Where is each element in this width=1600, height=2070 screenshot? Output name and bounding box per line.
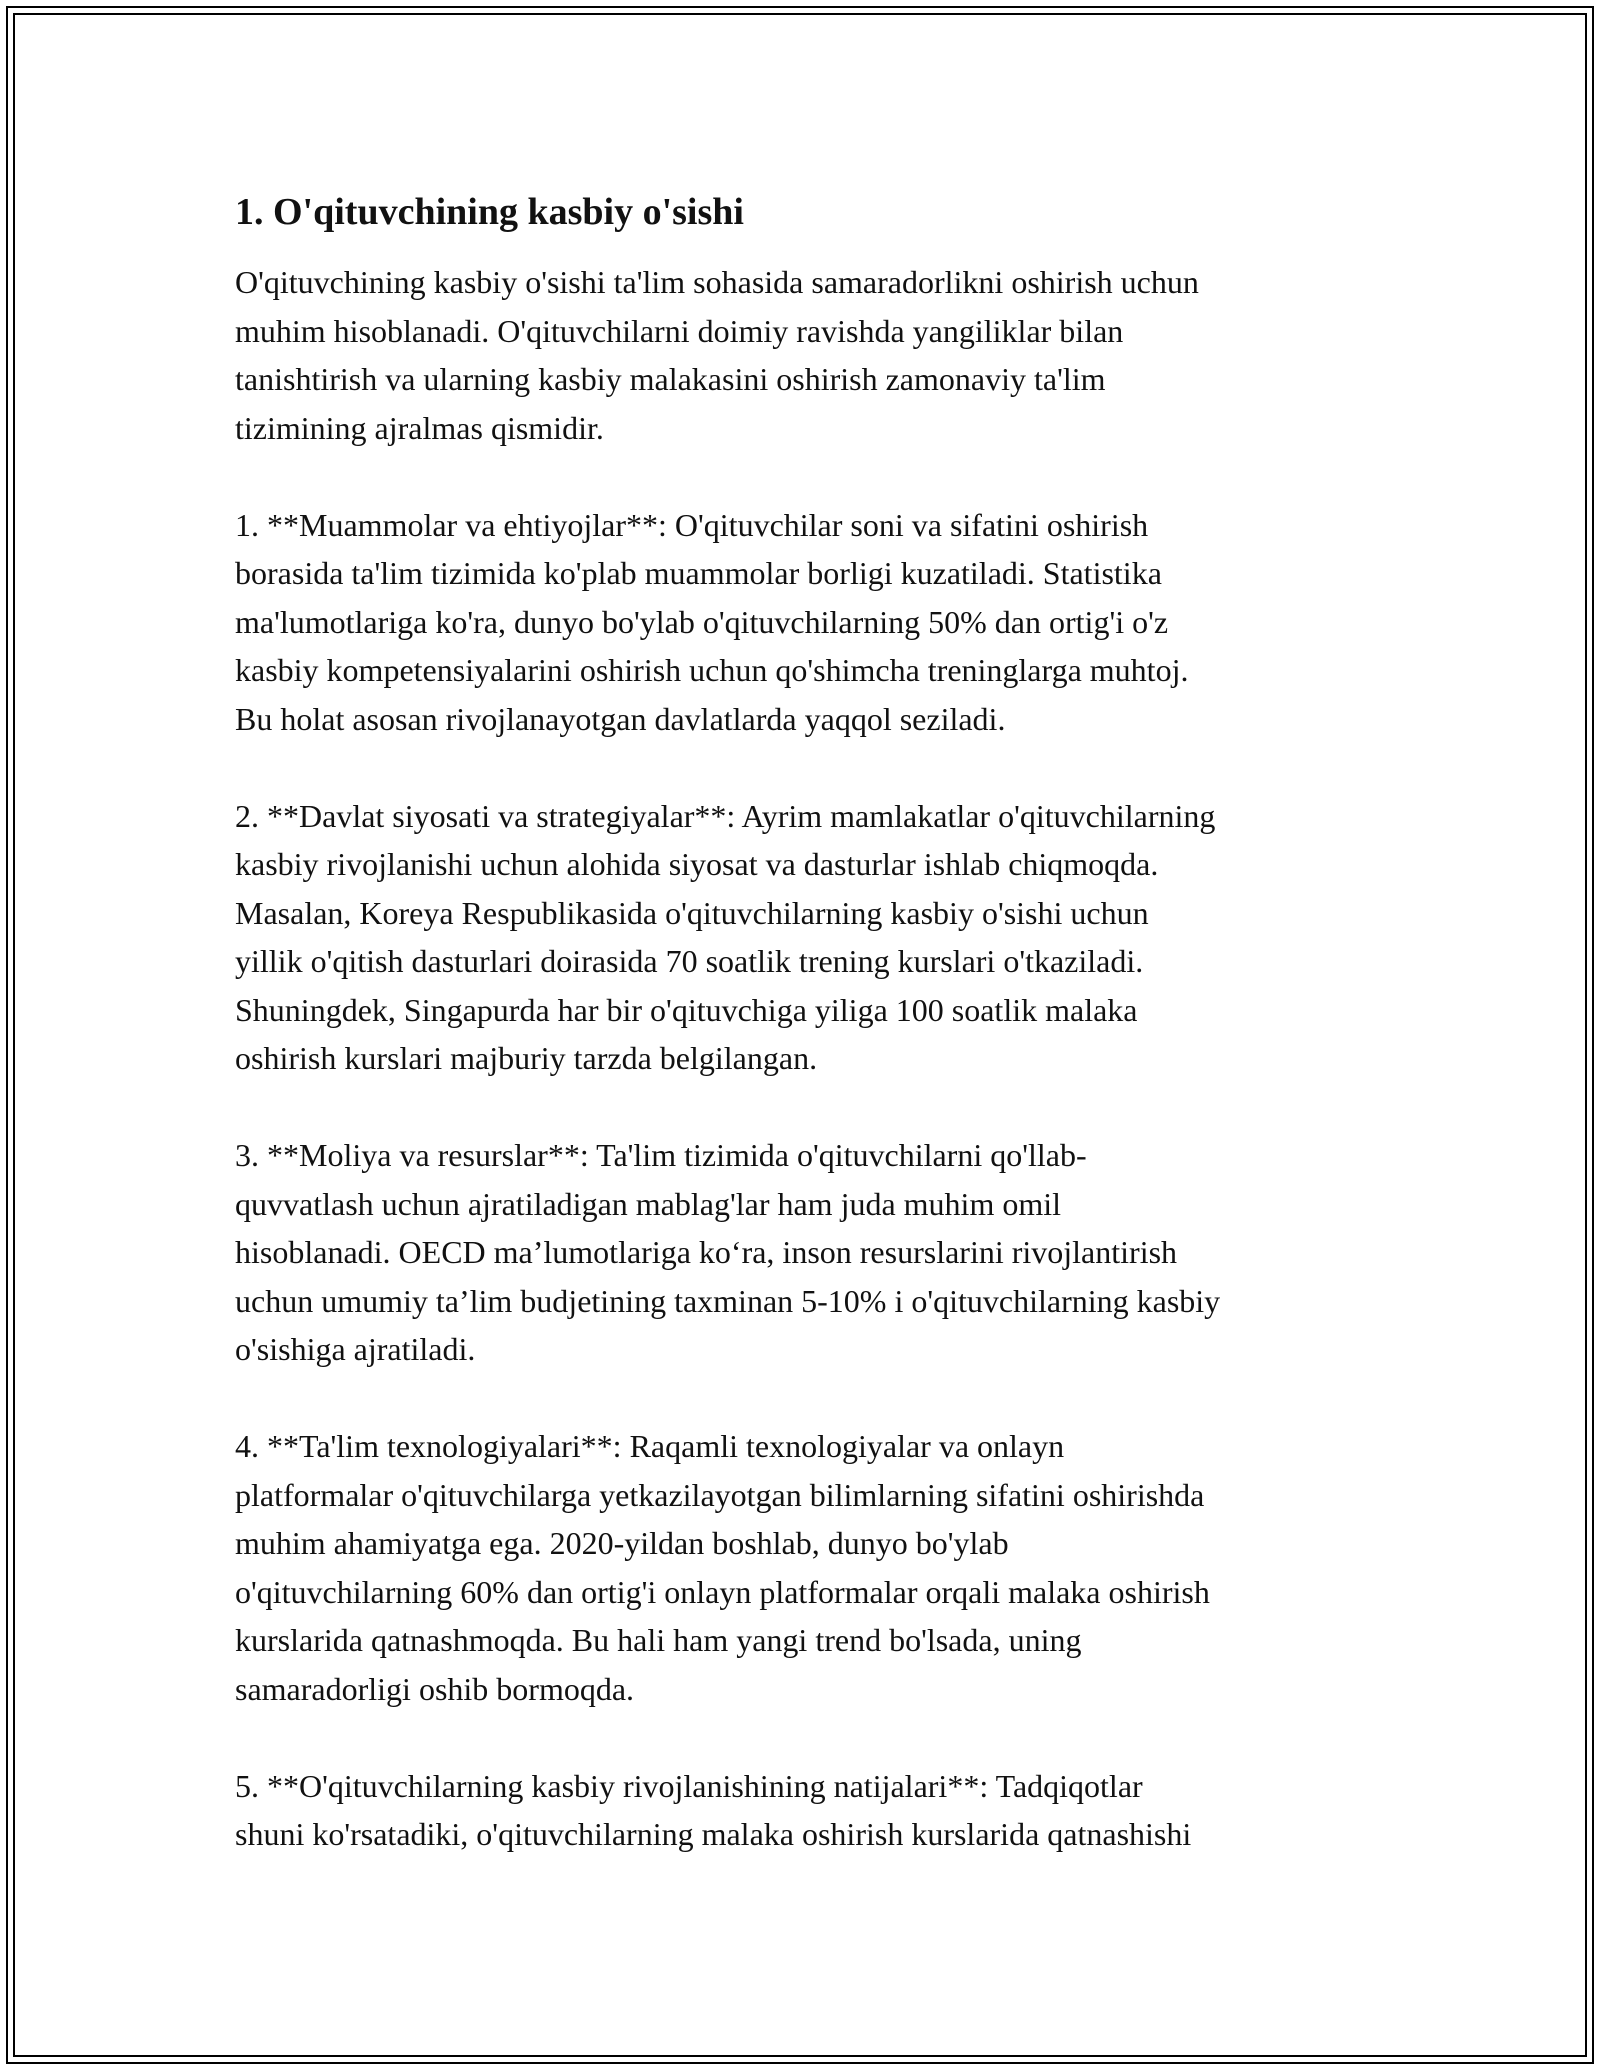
paragraph-davlat-siyosati: 2. **Davlat siyosati va strategiyalar**: Ayrim mamlakatlar o'qituvchilarning kasbiy rivojlanishi uchun alohida siyosat va dasturlar ishlab chiqmoqda. Masalan, Koreya Respublikasida o'qituvchilarning kasbiy o'sishi uchun yillik o'qitish dasturlari doirasida 70 soatlik trening kurslari o'tkaziladi. Shuningdek, Singapurda har bir o'qituvchiga yiliga 100 soatlik malaka oshirish kurslari majburiy tarzda belgilangan. (235, 797, 1216, 1076)
section-heading: 1. O'qituvchining kasbiy o'sishi (235, 191, 744, 233)
paragraph-natijalar: 5. **O'qituvchilarning kasbiy rivojlanishining natijalari**: Tadqiqotlar shuni ko'rsatadiki, o'qituvchilarning malaka oshirish kurslarida qatnashishi (235, 1767, 1192, 1852)
paragraph-muammolar: 1. **Muammolar va ehtiyojlar**: O'qituvchilar soni va sifatini oshirish borasida ta'lim tizimida ko'plab muammolar borligi kuzatiladi. Statistika ma'lumotlariga ko'ra, dunyo bo'ylab o'qituvchilarning 50% dan ortig'i o'z kasbiy kompetensiyalarini oshirish uchun qo'shimcha treninglarga muhtoj. Bu holat asosan rivojlanayotgan davlatlarda yaqqol seziladi. (235, 506, 1189, 737)
paragraph-moliya: 3. **Moliya va resurslar**: Ta'lim tizimida o'qituvchilarni qo'llab- quvvatlash uchun ajratiladigan mablag'lar ham juda muhim omil hisoblanadi. OECD ma’lumotlariga ko‘ra, inson resurslarini rivojlantirish uchun umumiy ta’lim budjetining taxminan 5-10% i o'qituvchilarning kasbiy o'sishiga ajratiladi. (235, 1137, 1221, 1367)
document-body (235, 188, 1375, 1907)
paragraph-texnologiyalar: 4. **Ta'lim texnologiyalari**: Raqamli texnologiyalar va onlayn platformalar o'qituvchilarga yetkazilayotgan bilimlarning sifatini oshirishda muhim ahamiyatga ega. 2020-yildan boshlab, dunyo bo'ylab o'qituvchilarning 60% dan ortig'i onlayn platformalar orqali malaka oshirish kurslarida qatnashmoqda. Bu hali ham yangi trend bo'lsada, uning samaradorligi oshib bormoqda. (235, 1428, 1210, 1707)
intro-paragraph: O'qituvchining kasbiy o'sishi ta'lim sohasida samaradorlikni oshirish uchun muhim hisoblanadi. O'qituvchilarni doimiy ravishda yangiliklar bilan tanishtirish va ularning kasbiy malakasini oshirish zamonaviy ta'lim tizimining ajralmas qismidir. (235, 264, 1199, 446)
